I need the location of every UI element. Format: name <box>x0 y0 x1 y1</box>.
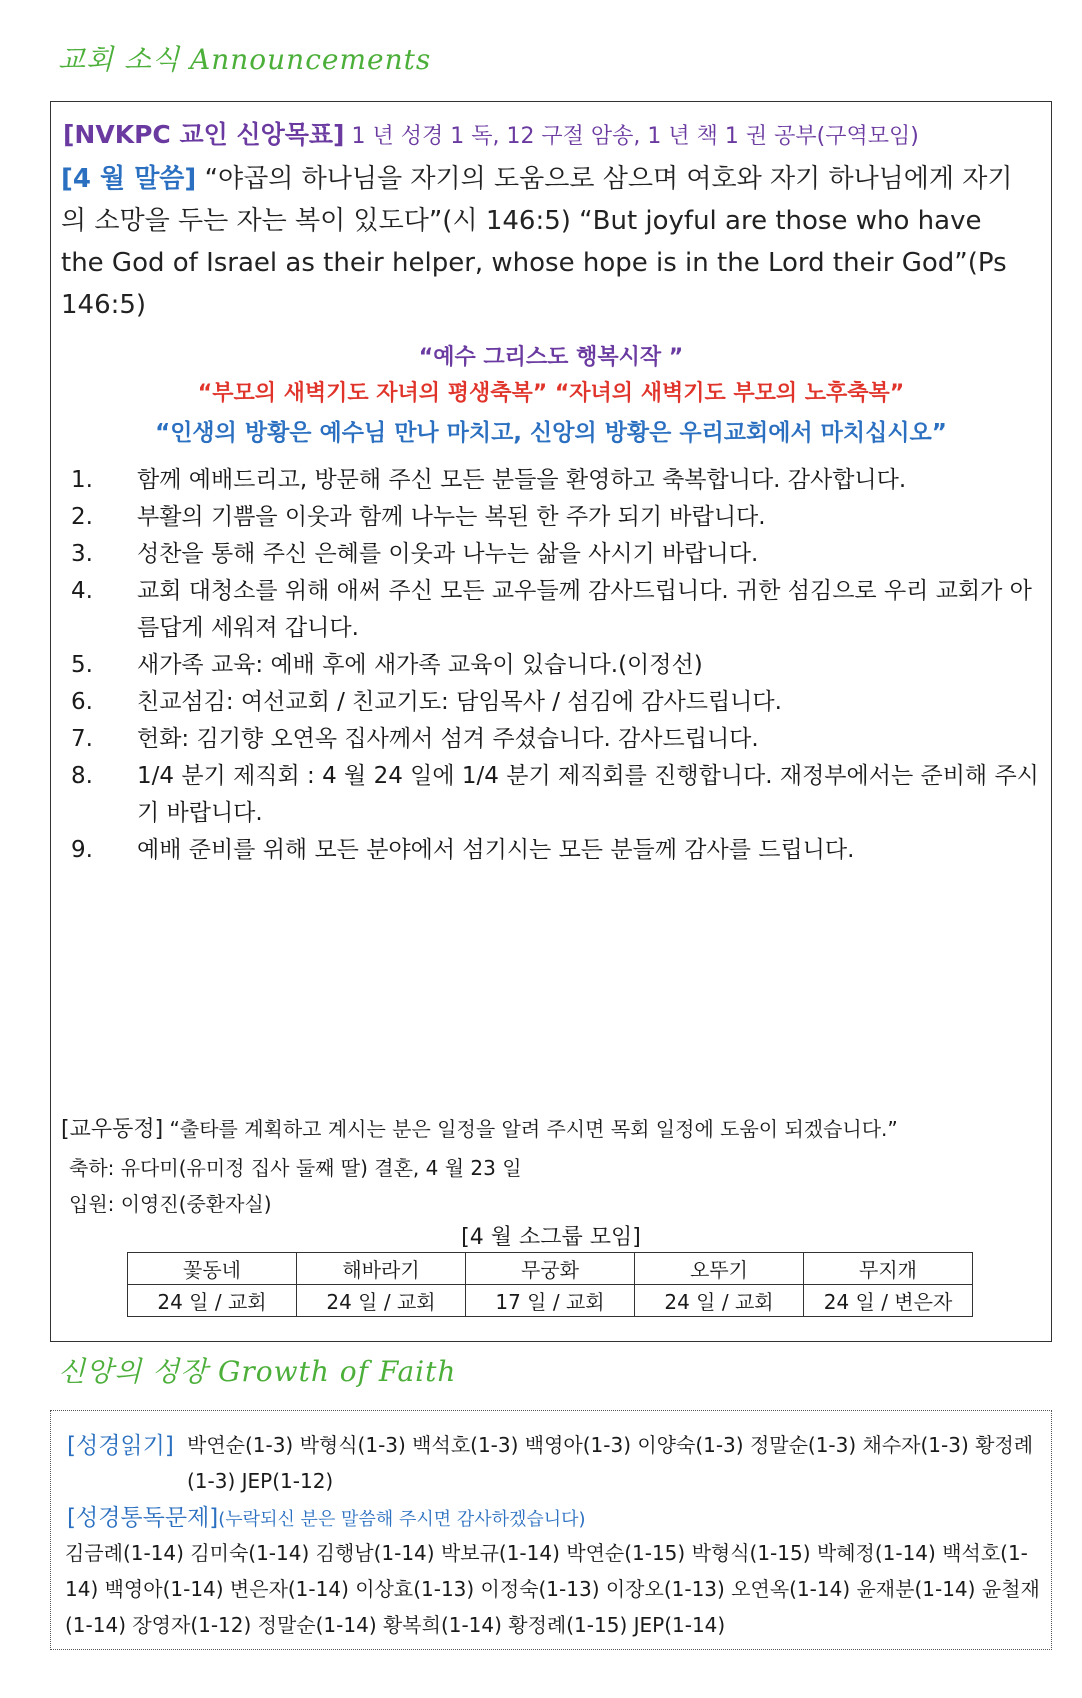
bible-reading-label: [성경읽기] <box>67 1433 174 1459</box>
group-name: 오뚜기 <box>635 1253 804 1285</box>
item-text: 성찬을 통해 주신 은혜를 이웃과 나누는 삶을 사시기 바랍니다. <box>137 541 759 567</box>
list-item <box>71 758 1046 832</box>
list-item <box>71 832 1046 869</box>
group-schedule: 24 일 / 교회 <box>297 1285 466 1317</box>
slogan-2: “부모의 새벽기도 자녀의 평생축복” “자녀의 새벽기도 부모의 노후축복” <box>197 381 905 406</box>
item-number: 4. <box>71 578 93 604</box>
monthly-verse <box>61 158 1021 326</box>
announcements-box <box>50 101 1052 1342</box>
bible-quiz-heading <box>67 1499 586 1532</box>
item-text: 친교섬김: 여선교회 / 친교기도: 담임목사 / 섬김에 감사드립니다. <box>137 689 782 715</box>
smallgroup-table <box>127 1252 973 1317</box>
item-number: 9. <box>71 837 93 863</box>
item-text: 새가족 교육: 예배 후에 새가족 교육이 있습니다.(이정선) <box>137 652 703 678</box>
bible-reading-names: 박연순(1-3) 박형식(1-3) 백석호(1-3) 백영아(1-3) 이양숙(1-3) 정말순(1-3) 채수자(1-3) 황정례(1-3) JEP(1-12) <box>187 1433 1034 1493</box>
item-number: 5. <box>71 652 93 678</box>
slogan-1: “예수 그리스도 행복시작 ” <box>418 345 684 370</box>
item-number: 6. <box>71 689 93 715</box>
faith-goal-text: 1 년 성경 1 독, 12 구절 암송, 1 년 책 1 권 공부(구역모임) <box>351 124 919 149</box>
list-item <box>71 536 1046 573</box>
item-text: 함께 예배드리고, 방문해 주신 모든 분들을 환영하고 축복합니다. 감사합니다. <box>137 467 907 493</box>
slogan-3: “인생의 방황은 예수님 만나 마치고, 신앙의 방황은 우리교회에서 마치십시오” <box>155 420 947 446</box>
list-item <box>71 684 1046 721</box>
item-text: 1/4 분기 제직회 : 4 월 24 일에 1/4 분기 제직회를 진행합니다. 재정부에서는 준비해 주시기 바랍니다. <box>137 763 1039 826</box>
list-item <box>71 499 1046 536</box>
table-row <box>128 1253 973 1285</box>
item-number: 1. <box>71 467 93 493</box>
faith-goal <box>63 118 1043 154</box>
group-name: 꽃동네 <box>128 1253 297 1285</box>
item-number: 2. <box>71 504 93 530</box>
announcement-list <box>71 462 1046 869</box>
list-item <box>71 721 1046 758</box>
item-text: 교회 대청소를 위해 애써 주신 모든 교우들께 감사드립니다. 귀한 섬김으로 우리 교회가 아름답게 세워져 갑니다. <box>137 578 1032 641</box>
group-name: 해바라기 <box>297 1253 466 1285</box>
item-text: 헌화: 김기향 오연옥 집사께서 섬겨 주셨습니다. 감사드립니다. <box>137 726 759 752</box>
group-schedule: 24 일 / 변은자 <box>804 1285 973 1317</box>
group-schedule: 24 일 / 교회 <box>128 1285 297 1317</box>
group-name: 무궁화 <box>466 1253 635 1285</box>
item-number: 7. <box>71 726 93 752</box>
bible-quiz-note: (누락되신 분은 말씀해 주시면 감사하겠습니다) <box>218 1509 586 1530</box>
item-number: 8. <box>71 763 93 789</box>
item-text: 부활의 기쁨을 이웃과 함께 나누는 복된 한 주가 되기 바랍니다. <box>137 504 766 530</box>
list-item <box>71 462 1046 499</box>
member-news-text: “출타를 계획하고 계시는 분은 일정을 알려 주시면 목회 일정에 도움이 되겠습니다.” <box>169 1117 898 1141</box>
announcements-title: 교회 소식 Announcements <box>58 43 432 76</box>
bible-quiz-label: [성경통독문제] <box>67 1505 219 1531</box>
group-schedule: 24 일 / 교회 <box>635 1285 804 1317</box>
member-news <box>61 1112 898 1143</box>
list-item <box>71 573 1046 647</box>
smallgroup-caption: [4 월 소그룹 모임] <box>461 1225 641 1250</box>
table-row <box>128 1285 973 1317</box>
growth-box <box>50 1410 1052 1650</box>
monthly-verse-text: “야곱의 하나님을 자기의 도움으로 삼으며 여호와 자기 하나님에게 자기의 소망을 두는 자는 복이 있도다”(시 146:5) “But joyful are those who have the God of Israel as their helper, whose hope is in the Lord their God”(Ps 146:5) <box>61 164 1013 320</box>
group-name: 무지개 <box>804 1253 973 1285</box>
hospitalization-line: 입원: 이영진(중환자실) <box>69 1192 272 1216</box>
bible-quiz-names: 김금례(1-14) 김미숙(1-14) 김행남(1-14) 박보규(1-14) 박연순(1-15) 박형식(1-15) 박혜정(1-14) 백석호(1-14) 백영아(1-14) 변은자(1-14) 이상효(1-13) 이정숙(1-13) 이장오(1-13) 오연옥(1-14) 윤재분(1-14) 윤철재(1-14) 장영자(1-12) 정말순(1-14) 황복희(1-14) 황정례(1-15) JEP(1-14) <box>65 1541 1040 1637</box>
item-number: 3. <box>71 541 93 567</box>
growth-title: 신앙의 성장 Growth of Faith <box>58 1355 457 1388</box>
member-news-label: [교우동정] <box>61 1117 164 1142</box>
congratulations-line: 축하: 유다미(유미정 집사 둘째 딸) 결혼, 4 월 23 일 <box>69 1156 522 1180</box>
faith-goal-heading: [NVKPC 교인 신앙목표] <box>63 120 345 149</box>
list-item <box>71 647 1046 684</box>
group-schedule: 17 일 / 교회 <box>466 1285 635 1317</box>
monthly-verse-heading: [4 월 말씀] <box>61 164 197 194</box>
item-text: 예배 준비를 위해 모든 분야에서 섬기시는 모든 분들께 감사를 드립니다. <box>137 837 855 863</box>
